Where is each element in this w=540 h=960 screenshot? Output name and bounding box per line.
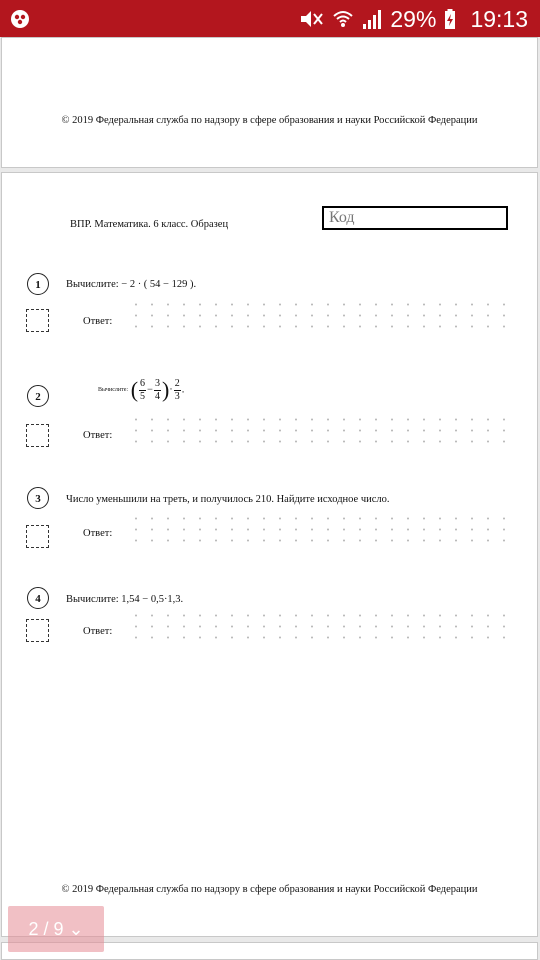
task-3: [2, 486, 537, 556]
answer-box: [26, 309, 49, 332]
pdf-page-1: [1, 37, 538, 168]
code-field: Код: [322, 206, 508, 230]
fraction: $\frac{6}{5}$: [140, 377, 146, 402]
answer-label: Ответ:: [83, 626, 113, 637]
answer-label: Ответ:: [83, 430, 113, 441]
task-1: [2, 271, 537, 341]
status-bar: [0, 0, 540, 37]
page-indicator-button[interactable]: 2 / 9 ⌄: [8, 906, 104, 952]
task-4: [2, 587, 537, 657]
formula-prefix: Вычислите:: [98, 387, 129, 393]
fraction: $\frac{2}{3}$: [174, 377, 180, 402]
pdf-page-2: [1, 172, 538, 937]
document-header: ВПР. Математика. 6 класс. Образец: [70, 219, 229, 230]
answer-dots: [128, 610, 508, 644]
fraction: $\frac{3}{4}$: [154, 377, 160, 402]
task-number: 4: [27, 587, 49, 609]
task-text: Вычислите: − 2 · ( 54 − 129 ).: [66, 279, 197, 290]
answer-label: Ответ:: [83, 528, 113, 539]
task-text: Число уменьшили на треть, и получилось 210. Найдите исходное число.: [66, 494, 390, 505]
answer-box: [26, 619, 49, 642]
answer-box: [26, 424, 49, 447]
copyright-text: © 2019 Федеральная служба по надзору в сфере образования и науки Российской Федерации: [61, 884, 478, 895]
answer-label: Ответ:: [83, 316, 113, 327]
answer-box: [26, 525, 49, 548]
battery-charging-icon: [444, 8, 456, 30]
battery-percent: 29%: [390, 6, 437, 32]
answer-dots: [128, 414, 508, 448]
task-2: [2, 377, 537, 454]
answer-dots: [128, 513, 508, 547]
task-number: 3: [27, 487, 49, 509]
task-number: 1: [27, 273, 49, 295]
wifi-icon: [332, 8, 354, 30]
mute-icon: [298, 8, 324, 30]
app-notification-icon: [10, 9, 30, 29]
clock: 19:13: [470, 6, 528, 32]
task-text: Вычислите: 1,54 − 0,5·1,3.: [66, 594, 184, 605]
task-number: 2: [27, 385, 49, 407]
signal-icon: [362, 8, 382, 30]
copyright-text: © 2019 Федеральная служба по надзору в сфере образования и науки Российской Федерации: [61, 115, 478, 126]
task-formula: Вычислите: ( $\frac{6}{5}$ − $\frac{3}{4}$ )· $\frac{2}{3}$ .: [98, 377, 185, 402]
answer-dots: [128, 299, 508, 333]
